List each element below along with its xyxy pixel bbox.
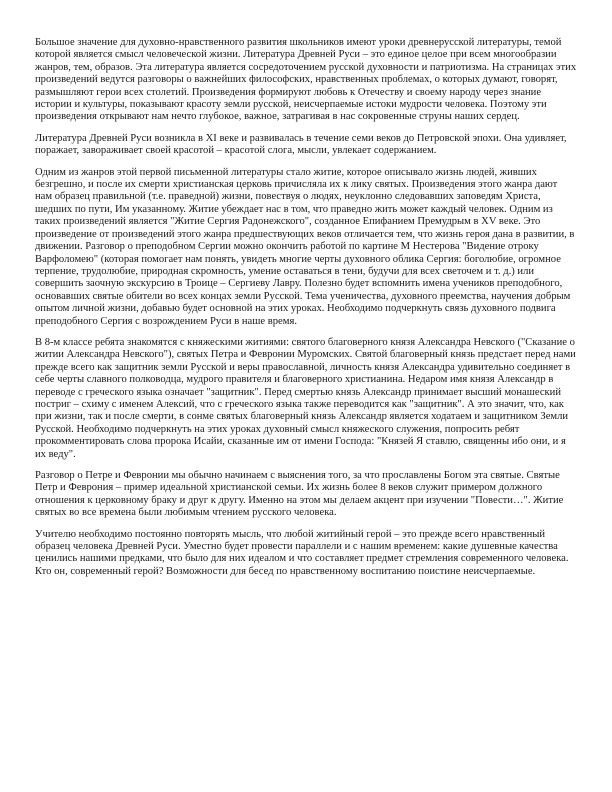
paragraph-intro: Большое значение для духовно-нравственного развития школьников имеют уроки древнерусской литературы, темой которой является смысл человеческой жизни. Литература Древней Руси – это единое целое при всем многообразии жанров, тем, образов. Эта литература является сосредоточением русской духовности и патриотизма. На страницах этих произведений ведутся разговоры о важнейших философских, нравственных проблемах, о которых думают, говорят, размышляют герои всех столетий. Произведения формируют любовь к Отечеству и своему народу через знание истории и культуры, показывают красоту земли русской, неисчерпаемые истоки мудрости человека. Поэтому эти произведения открывают нам нечто глубокое, важное, затрагивая в нас сокровенные струны наших сердец. <box>35 37 577 123</box>
paragraph-origin: Литература Древней Руси возникла в XI веке и развивалась в течение семи веков до Петровской эпохи. Она удивляет, поражает, завораживает своей красотой – красотой слога, мысли, увлекает содержанием. <box>35 132 567 157</box>
paragraph-sergius: Одним из жанров этой первой письменной литературы стало житие, которое описывало жизнь людей, живших безгрешно, и после их смерти христианская церковь причисляла их к лику святых. Произведения этого жанра дают нам образец правильной (т.е. праведной) жизни, повествуя о людях, неуклонно следовавших заповедям Христа, шедших по пути, Им указанному. Житие убеждает нас в том, что праведно жить может каждый человек. Одним из таких произведений является "Житие Сергия Радонежского", созданное Епифанием Премудрым в XV веке. Это произведение от произведений этого жанра предшествующих веков отличается тем, что жизнь героя дана в развитии, в движении. Разговор о преподобном Сергии можно окончить работой по картине М Нестерова "Видение отроку Варфоломею" (которая помогает нам понять, увидеть многие черты духовного облика Сергия: боголюбие, огромное терпение, трудолюбие, природная скромность, умение оставаться в тени, будучи для всех светочем и т. д.) или совершить заочную экскурсию в Троице – Сергиеву Лавру. Полезно будет вспомнить имена учеников преподобного, основавших святые обители во всех концах земли Русской. Тема ученичества, духовного преемства, научения добрым опытом личной жизни, добавью будет основной на этих уроках. Необходимо подчеркнуть связь духовного подвига преподобного Сергия с возрождением Руси в наше время. <box>35 166 575 327</box>
paragraph-alexander: В 8-м классе ребята знакомятся с княжескими житиями: святого благоверного князя Александра Невского ("Сказание о житии Александра Невского"), святых Петра и Февронии Муромских. Святой благоверный князь предстает перед нами прежде всего как защитник земли Русской и веры православной, личность князя Александра удивительно соединяет в себе черты славного полководца, мудрого правителя и благоверного христианина. Недаром имя князя Александр в переводе с греческого языка означает "защитник". Перед смертью князь Александр принимает высший монашеский постриг – схиму с именем Алексий, что с греческого языка также переводится как "защитник". А это значит, что, как при жизни, так и после смерти, в сонме святых благоверный князь Александр является ходатаем и защитником Земли Русской. Необходимо подчеркнуть на этих уроках духовный смысл княжеского служения, попросить ребят прокомментировать слова пророка Исайи, сказанные им от имени Господа: "Князей Я ставлю, священны ибо они, и я их веду". <box>35 336 576 460</box>
paragraph-peter-fevronia: Разговор о Петре и Февронии мы обычно начинаем с выяснения того, за что прославлены Богом эта святые. Святые Петр и Феврония – пример идеальной христианской семьи. Их жизнь более 8 веков служит примером должного отношения к церковному браку и друг к другу. Именно на этом мы делаем акцент при изучении "Повести…". Житие святых во все времена были любимым чтением русского человека. <box>35 470 564 519</box>
paragraph-conclusion: Учителю необходимо постоянно повторять мысль, что любой житийный герой – это прежде всего нравственный образец человека Древней Руси. Уместно будет провести параллели и с нашим временем: какие душевные качества ценились нашими предками, что было для них идеалом и что составляет предмет стремления современного человека. Кто он, современный герой? Возможности для бесед по нравственному воспитанию поистине неисчерпаемые. <box>35 528 569 577</box>
document-page <box>35 37 577 587</box>
